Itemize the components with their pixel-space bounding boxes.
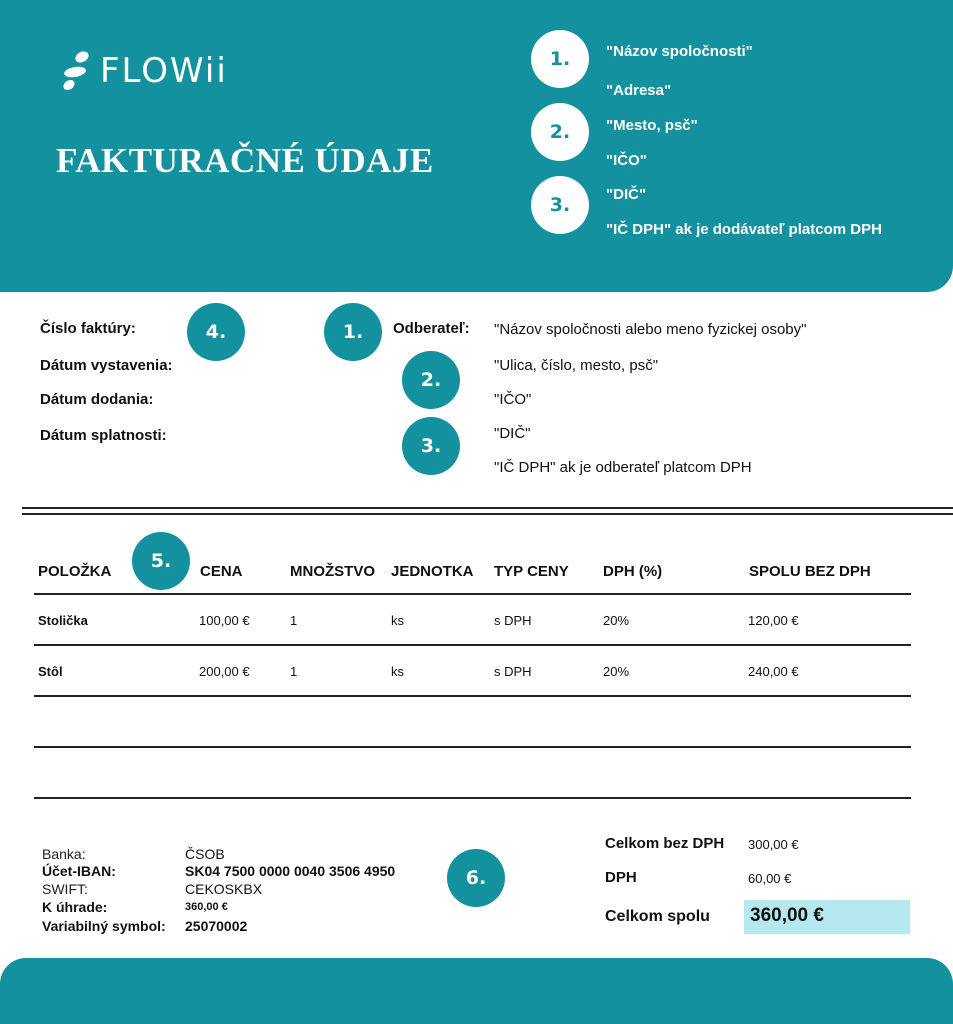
section-divider-bottom [22,513,953,515]
row-vat: 20% [603,613,630,628]
row-price: 200,00 € [199,664,250,679]
variable-symbol-label: Variabilný symbol: [42,918,166,934]
row-quantity: 1 [290,613,298,628]
column-header-vat: DPH (%) [603,563,663,580]
table-rule [34,797,911,799]
supplier-ic-dph: "IČ DPH" ak je dodávateľ platcom DPH [606,221,882,238]
brand-logo [60,48,228,94]
customer-badge-1: 1. [324,303,382,361]
step-badge-2: 2. [531,103,589,161]
customer-badge-2: 2. [402,351,460,409]
swift-value: CEKOSKBX [185,881,263,897]
step-badge-4: 4. [187,303,245,361]
row-item: Stolička [38,613,88,628]
step-badge-6: 6. [447,849,505,907]
row-price: 100,00 € [199,613,250,628]
customer-badge-3: 3. [402,417,460,475]
variable-symbol-value: 25070002 [185,918,248,934]
row-price-type: s DPH [494,613,532,628]
grand-total-value: 360,00 € [750,905,824,926]
row-item: Stôl [38,664,63,679]
column-header-total: SPOLU BEZ DPH [749,563,871,580]
table-rule [34,695,911,697]
row-total: 240,00 € [748,664,799,679]
vat-total-label: DPH [605,869,637,886]
supplier-ico: "IČO" [606,152,647,169]
table-rule [34,746,911,748]
supplier-city-zip: "Mesto, psč" [606,117,698,134]
grand-total-label: Celkom spolu [605,908,710,925]
bank-value: ČSOB [185,846,225,862]
net-total-value: 300,00 € [748,837,799,852]
flowii-logo-icon [60,48,94,94]
customer-dic: "DIČ" [494,425,531,442]
page-title: FAKTURAČNÉ ÚDAJE [56,141,434,180]
row-unit: ks [391,664,404,679]
column-header-price: CENA [200,563,243,580]
invoice-footer [0,958,953,1024]
supplier-dic: "DIČ" [606,186,647,203]
amount-due-value: 360,00 € [185,901,228,913]
customer-label: Odberateľ: [393,320,470,337]
step-badge-5: 5. [132,532,190,590]
customer-ico: "IČO" [494,391,532,408]
column-header-unit: JEDNOTKA [391,563,474,580]
swift-label: SWIFT: [42,881,88,897]
column-header-price-type: TYP CENY [494,563,569,580]
table-rule [34,644,911,646]
iban-value: SK04 7500 0000 0040 3506 4950 [185,863,396,879]
row-price-type: s DPH [494,664,532,679]
delivery-date-label: Dátum dodania: [40,391,154,408]
row-total: 120,00 € [748,613,799,628]
amount-due-label: K úhrade: [42,899,108,915]
customer-ic-dph: "IČ DPH" ak je odberateľ platcom DPH [494,459,752,476]
issue-date-label: Dátum vystavenia: [40,357,173,374]
row-quantity: 1 [290,664,298,679]
supplier-company-name: "Názov spoločnosti" [606,43,753,60]
step-badge-1: 1. [531,30,589,88]
row-unit: ks [391,613,404,628]
invoice-header [0,0,953,292]
iban-label: Účet-IBAN: [42,863,116,879]
bank-label: Banka: [42,846,86,862]
net-total-label: Celkom bez DPH [605,835,725,852]
customer-address: "Ulica, číslo, mesto, psč" [494,357,659,374]
due-date-label: Dátum splatnosti: [40,427,167,444]
vat-total-value: 60,00 € [748,871,792,886]
step-badge-3: 3. [531,176,589,234]
table-rule [34,593,911,595]
column-header-item: POLOŽKA [38,563,112,580]
row-vat: 20% [603,664,630,679]
supplier-address: "Adresa" [606,82,672,99]
section-divider-top [22,507,953,509]
brand-name: FLOWii [100,51,228,91]
customer-name: "Názov spoločnosti alebo meno fyzickej osoby" [494,321,807,338]
column-header-quantity: MNOŽSTVO [290,563,375,580]
invoice-number-label: Číslo faktúry: [40,320,136,337]
